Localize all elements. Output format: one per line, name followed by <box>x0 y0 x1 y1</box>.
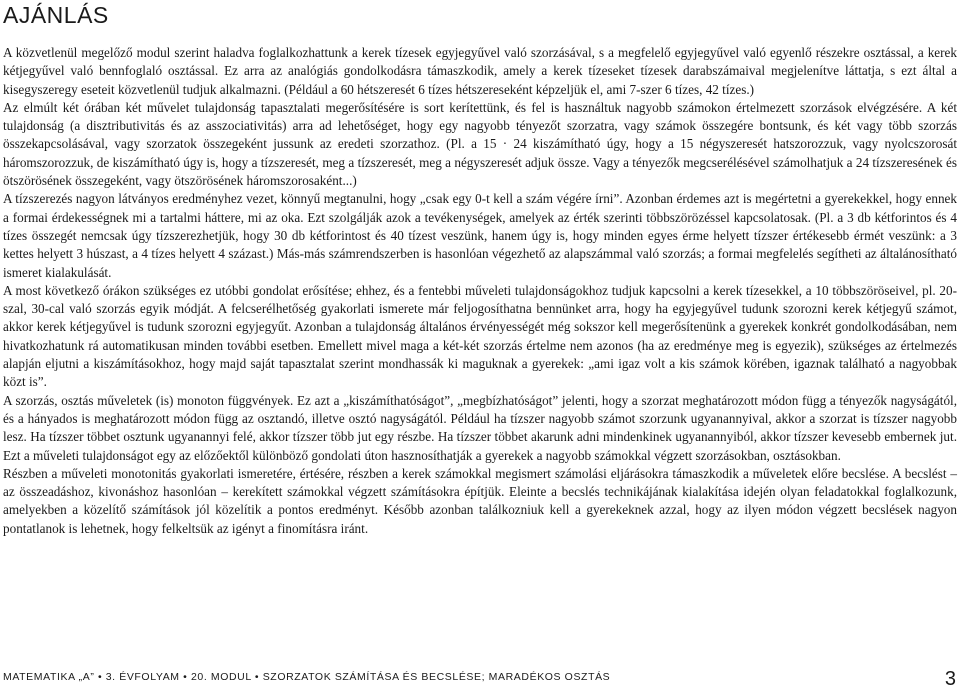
paragraph: A szorzás, osztás műveletek (is) monoton függvények. Ez azt a „kiszámíthatóságot”, „megbízhatóságot” jelenti, hogy a szorzat meghatározott módon függ a tényezők nagyságától, és a hányados is meghatározott módon függ az osztandó, illetve osztó nagyságától. Például ha tízszer nagyobb számot szorzunk ugyanannyival, akkor a szorzat is tízszer nagyobb lesz. Ha tízszer többet osztunk ugyanannyi felé, akkor tízszer több jut egy részbe. Ha tízszer többet akarunk adni mindenkinek ugyanannyiból, akkor tízszer kevesebb embernek jut. Ezt a műveleti tulajdonságot egy az előzőektől különböző gondolati úton hasznosíthatják a gyerekek a nagyobb számokkal végzett szorzásokban, osztásokban. <box>3 392 957 463</box>
paragraph: Részben a műveleti monotonitás gyakorlati ismeretére, értésére, részben a kerek számokkal megismert számolási eljárásokra támaszkodik a műveletek előre becslése. A becslést – az összeadáshoz, kivonáshoz hasonlóan – kerekített számokkal végzett számításokra építjük. Eleinte a becslés technikájának kialakítása idején olyan feladatokkal foglalkozunk, amelyekben a közelítő számítások jól közelítik a pontos eredményt. Később azonban találkozniuk kell a gyerekeknek azzal, hogy az ilyen módon végzett becslések nagyon pontatlanok is lehetnek, hogy felkeltsük az igényt a finomításra iránt. <box>3 465 957 536</box>
paragraph: Az elmúlt két órában két művelet tulajdonság tapasztalati megerősítésére is sort kerítettünk, és fel is használtuk nagyobb számokon értelmezett szorzások elvégzésére. A két tulajdonság (a disztributivitás és az asszociativitás) arra ad lehetőséget, hogy egy nagyobb tényezőt szorzatra, vagy számok összegére bontsunk, és két vagy több szorzás összekapcsolásával, vagy szorzatok összegeként jussunk az eredeti szorzathoz. (Pl. a 15 · 24 kiszámítható úgy, hogy a 15 négyszeresét hatszorozzuk, vagy nyolcszorosát háromszorozzuk, de kiszámítható úgy is, hogy a tízszeresét, meg a tízszeresét, meg a négyszeresét adjuk össze. Vagy a tényezők megcserélésével számolhatjuk a 24 tízszeresének és ötszörösének összegeként, vagy ötszörösének háromszorosaként...) <box>3 99 957 189</box>
page-number: 3 <box>944 668 956 690</box>
paragraph: A most következő órákon szükséges ez utóbbi gondolat erősítése; ehhez, és a fentebbi műveleti tulajdonságokhoz tudjuk kapcsolni a kerek tízesekkel, a 10 többszöröseivel, pl. 20-szal, 30-cal való szorzás egyik módját. A felcserélhetőség gyakorlati ismerete már feljogosíthatna bennünket arra, hogy ha egyjegyűvel tudunk szorozni kerek kétjegyű számot, akkor kerek kétjegyűvel is tudunk szorozni egyjegyűt. Azonban a tulajdonság általános érvényességét még sokszor kell megerősítenünk a gyerekek konkrét gondolkodásában, nem hivatkozhatunk rá automatikusan minden további esetben. Emellett mivel maga a két-két szorzás értelme nem azonos (ha az eredménye meg is egyezik), szükséges az értelmezés alapján eljutni a kiszámításokhoz, hogy majd saját tapasztalat szerint mondhassák ki maguknak a gyerekek: „ami igaz volt a kis számok körében, igaznak található a nagyobbak közt is”. <box>3 282 957 390</box>
paragraph: A közvetlenül megelőző modul szerint haladva foglalkozhattunk a kerek tízesek egyjegyűvel való szorzásával, s a megfelelő egyjegyűvel való egyenlő részekre osztással, a kerek kétjegyűvel való bennfoglaló osztással. Ez arra az analógiás gondolkodásra támaszkodik, amely a kerek tízeseket tízesek darabszámaival megjelenítve láttatja, s ezt által a kisegyszeregy eseteit közvetlenül tudjuk alkalmazni. (Például a 60 hétszeresét 6 tízes hétszereseként képzeljük el, ami 7-szer 6 tízes, 42 tízes.) <box>3 45 957 97</box>
footer-label: MATEMATIKA „A” • 3. ÉVFOLYAM • 20. MODUL • SZORZATOK SZÁMÍTÁSA ÉS BECSLÉSE; MARADÉKOS OSZTÁS <box>3 671 611 683</box>
page-title: AJÁNLÁS <box>3 2 109 28</box>
body-text <box>3 44 957 538</box>
paragraph: A tízszerezés nagyon látványos eredményhez vezet, könnyű megtanulni, hogy „csak egy 0-t kell a szám végére írni”. Azonban érdemes azt is megértetni a gyerekekkel, hogy ennek a formai érdekességnek mi a tartalmi háttere, mi az oka. Ezt szolgálják azok a tevékenységek, amelyek az érték szerinti többszörözéssel kapcsolatosak. (Pl. a 3 db kétforintos és 4 tízes összegét nemcsak úgy tízszerezhetjük, hogy 30 db kétforintost és 40 tízest veszünk, hanem úgy is, hogy minden egyes érme helyett tízszer értékesebb érmét veszünk: a 3 kettes helyett 3 húszast, a 4 tízes helyett 4 százast.) Más-más számrendszerben is hasonlóan végezhető az alapszámmal való szorzás; a formai megfelelés segítheti az általánosítható ismeret kialakulását. <box>3 191 957 280</box>
